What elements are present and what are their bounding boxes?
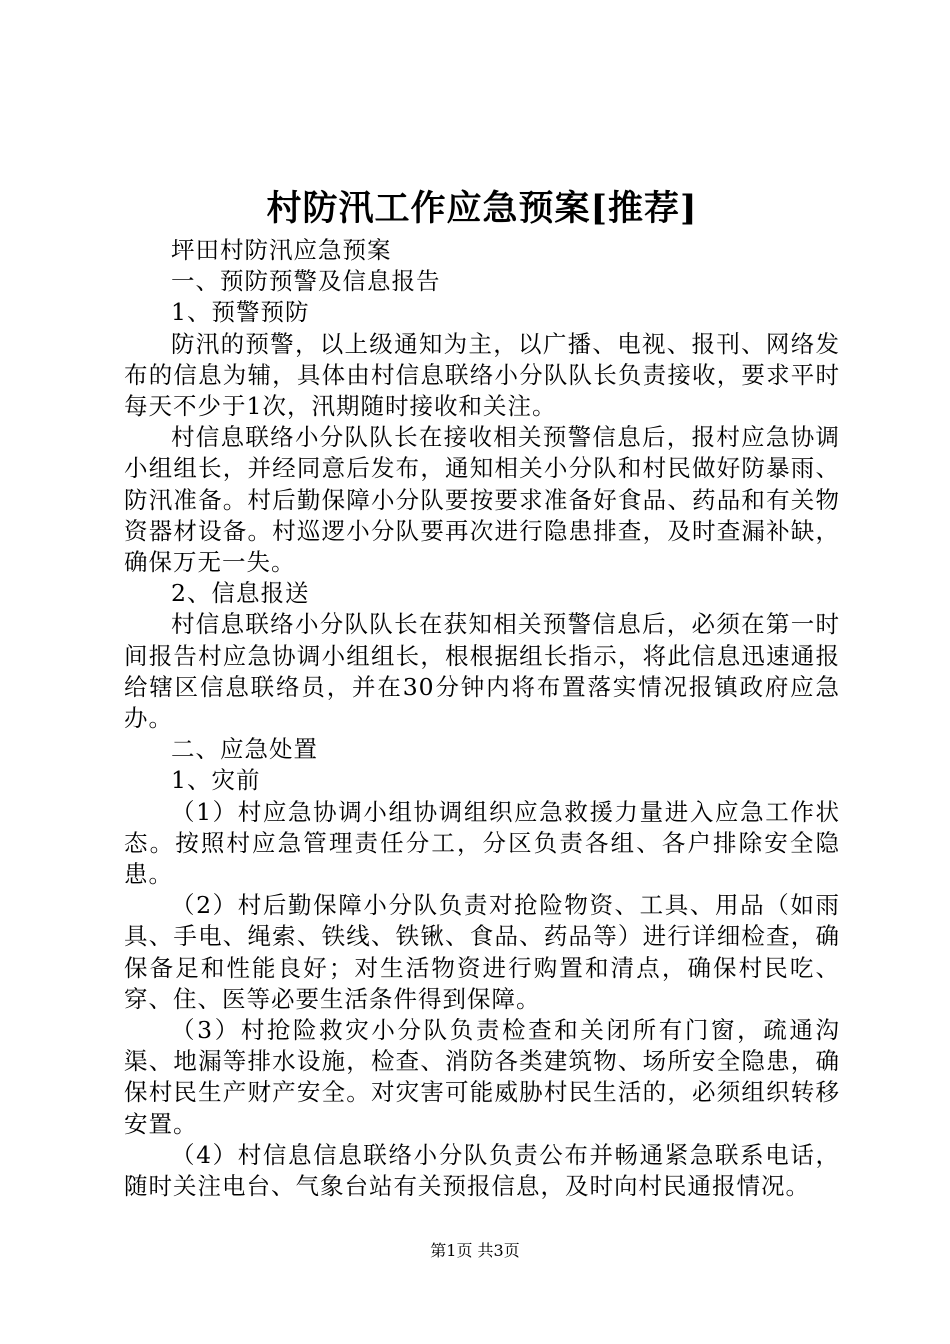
page-footer	[0, 1239, 950, 1263]
section-heading-2: 二、应急处置	[171, 735, 318, 764]
paragraph-item-2: （2）村后勤保障小分队负责对抢险物资、工具、用品（如雨具、手电、绳索、铁线、铁锹、食品、药品等）进行详细检查，确保备足和性能良好；对生活物资进行购置和清点，确保村民吃、穿、住、医等必要生活条件得到保障。	[124, 891, 840, 1013]
paragraph-warning: 防汛的预警，以上级通知为主，以广播、电视、报刊、网络发布的信息为辅，具体由村信息联络小分队队长负责接收，要求平时每天不少于1次，汛期随时接收和关注。	[124, 329, 840, 421]
paragraph-plan-name: 坪田村防汛应急预案	[171, 236, 392, 264]
page-number-label: 第1页 共3页	[430, 1241, 520, 1260]
subsection-heading-1-1: 1、预警预防	[171, 298, 310, 327]
paragraph-item-3: （3）村抢险救灾小分队负责检查和关闭所有门窗，疏通沟渠、地漏等排水设施，检查、消防各类建筑物、场所安全隐患，确保村民生产财产安全。对灾害可能威胁村民生活的，必须组织转移安置。	[124, 1016, 840, 1138]
subsection-heading-2-1: 1、灾前	[171, 766, 261, 795]
document-title: 村防汛工作应急预案[推荐]	[266, 188, 698, 229]
section-heading-1: 一、预防预警及信息报告	[171, 267, 441, 296]
paragraph-item-4: （4）村信息信息联络小分队负责公布并畅通紧急联系电话，随时关注电台、气象台站有关预报信息，及时向村民通报情况。	[124, 1140, 840, 1201]
paragraph-info-report: 村信息联络小分队队长在获知相关预警信息后，必须在第一时间报告村应急协调小组组长，根根据组长指示，将此信息迅速通报给辖区信息联络员，并在30分钟内将布置落实情况报镇政府应急办。	[124, 610, 840, 733]
paragraph-warning-followup: 村信息联络小分队队长在接收相关预警信息后，报村应急协调小组组长，并经同意后发布，通知相关小分队和村民做好防暴雨、防汛准备。村后勤保障小分队要按要求准备好食品、药品和有关物资器材设备。村巡逻小分队要再次进行隐患排查，及时查漏补缺，确保万无一失。	[124, 423, 840, 577]
document-body	[124, 235, 840, 1202]
subsection-heading-1-2: 2、信息报送	[171, 579, 310, 608]
paragraph-item-1: （1）村应急协调小组协调组织应急救援力量进入应急工作状态。按照村应急管理责任分工，分区负责各组、各户排除安全隐患。	[124, 797, 840, 889]
